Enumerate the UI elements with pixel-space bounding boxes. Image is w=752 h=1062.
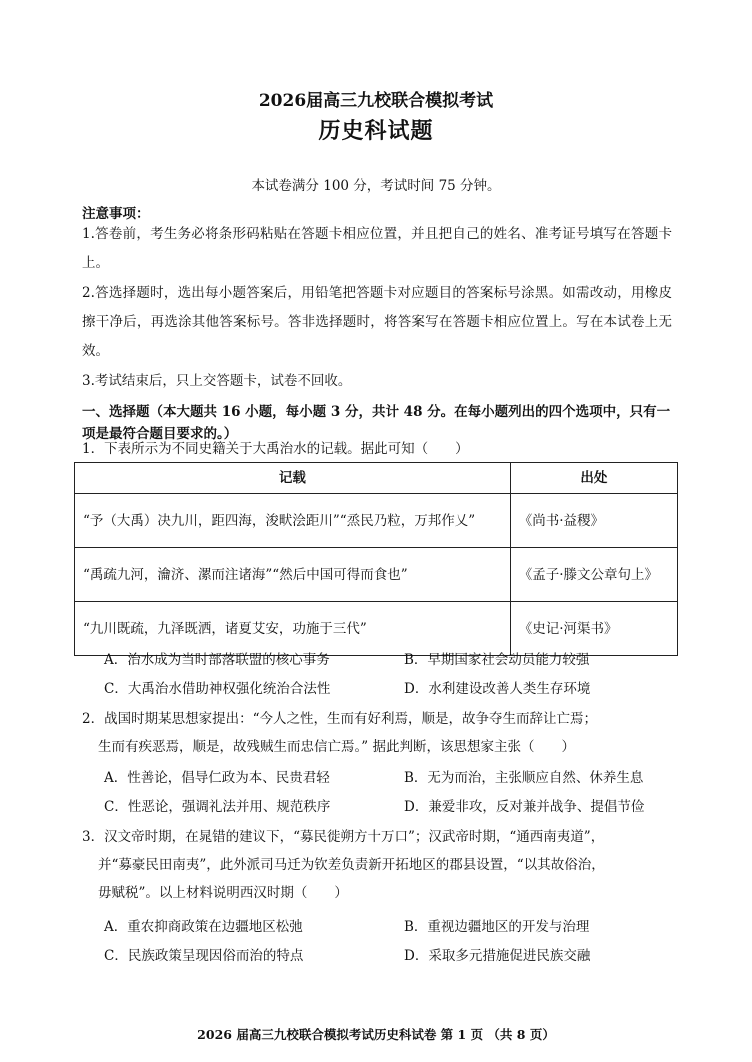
table-header-record: 记载 [75,463,511,494]
records-table [74,462,678,656]
q2-option-d: D．兼爱非攻，反对兼并战争、提倡节俭 [404,799,645,815]
table-cell-record: “九川既疏，九泽既洒，诸夏艾安，功施于三代” [75,602,511,656]
exam-subject-title: 历史科试题 [318,118,434,144]
section-heading: 一、选择题（本大题共 16 小题，每小题 3 分，共计 48 分。在每小题列出的四个选项中，只有一项是最符合题目要求的。） [82,404,671,442]
table-header-source: 出处 [510,463,677,494]
q3-option-d: D．采取多元措施促进民族交融 [404,948,591,964]
question-1-stem: 1．下表所示为不同史籍关于大禹治水的记载。据此可知（ ） [82,441,469,457]
q1-option-c: C．大禹治水借助神权强化统治合法性 [104,681,331,697]
question-2-stem [82,705,677,761]
q3-stem-line-2: 并“募豪民田南夷”，此外派司马迁为钦差负责新开拓地区的郡县设置，“以其故俗治， [98,857,605,873]
table-row [75,548,678,602]
page-footer: 2026 届高三九校联合模拟考试历史科试卷 第 1 页 （共 8 页） [197,1027,555,1042]
q3-option-c: C．民族政策呈现因俗而治的特点 [104,948,304,964]
question-3-stem [82,823,677,907]
table-cell-record: “予（大禹）决九川，距四海，浚畎浍距川”“烝民乃粒，万邦作乂” [75,494,511,548]
q3-stem-line-1: 3．汉文帝时期，在晁错的建议下，“募民徙朔方十万口”；汉武帝时期，“通西南夷道”， [82,829,605,845]
notice-item-2: 2.答选择题时，选出每小题答案后，用铅笔把答题卡对应题目的答案标号涂黑。如需改动，用橡皮擦干净后，再选涂其他答案标号。答非选择题时，将答案写在答题卡相应位置上。写在本试卷上无效。 [82,285,672,359]
table-cell-source: 《史记·河渠书》 [510,602,677,656]
q2-option-a: A．性善论，倡导仁政为本、民贵君轻 [104,770,330,786]
table-cell-source: 《尚书·益稷》 [510,494,677,548]
exam-info: 本试卷满分 100 分，考试时间 75 分钟。 [251,178,501,194]
notice-heading: 注意事项： [82,206,150,222]
table-header-row [75,463,678,494]
notice-item-3: 3.考试结束后，只上交答题卡，试卷不回收。 [82,373,352,389]
table-row [75,602,678,656]
table-row [75,494,678,548]
q3-stem-line-3: 毋赋税”。以上材料说明西汉时期（ ） [98,885,348,901]
q3-option-a: A．重农抑商政策在边疆地区松弛 [104,919,303,935]
exam-title: 2026届高三九校联合模拟考试 [258,91,494,111]
q3-option-b: B．重视边疆地区的开发与治理 [404,919,590,935]
q1-option-b: B．早期国家社会动员能力较强 [404,652,590,668]
q2-stem-line-2: 生而有疾恶焉，顺是，故残贼生而忠信亡焉。” 据此判断，该思想家主张（ ） [98,739,575,755]
table-cell-record: “禹疏九河，瀹济、漯而注诸海”“然后中国可得而食也” [75,548,511,602]
q2-stem-line-1: 2．战国时期某思想家提出：“今人之性，生而有好利焉，顺是，故争夺生而辞让亡焉； [82,711,597,727]
q2-option-b: B．无为而治，主张顺应自然、休养生息 [404,770,644,786]
table-cell-source: 《孟子·滕文公章句上》 [510,548,677,602]
q1-option-a: A．治水成为当时部落联盟的核心事务 [104,652,330,668]
q1-option-d: D．水利建设改善人类生存环境 [404,681,591,697]
q2-option-c: C．性恶论，强调礼法并用、规范秩序 [104,799,331,815]
notice-item-1: 1.答卷前，考生务必将条形码粘贴在答题卡相应位置，并且把自己的姓名、准考证号填写在答题卡上。 [82,226,672,271]
